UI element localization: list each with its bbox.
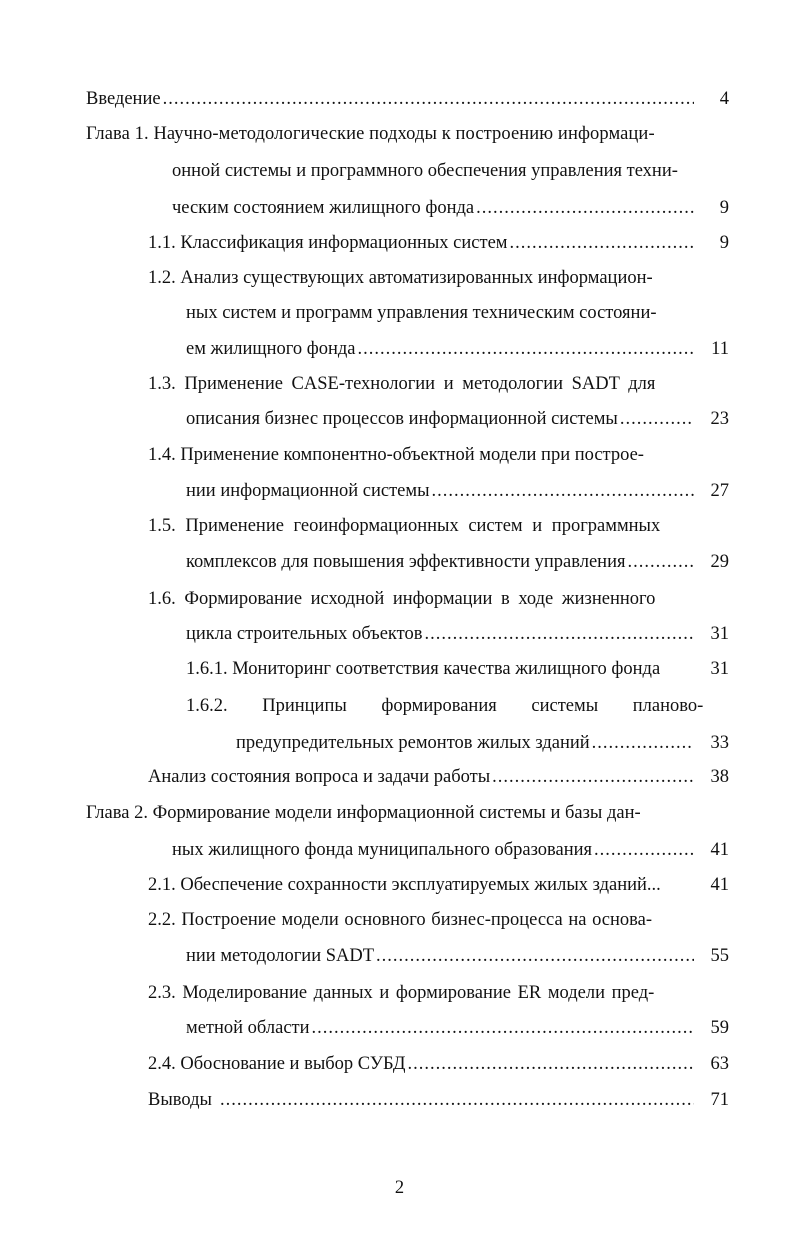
toc-entry-title: ем жилищного фонда — [186, 339, 356, 359]
toc-page-number: 41 — [710, 840, 729, 860]
toc-entry-analysis — [0, 765, 799, 789]
toc-page-number: 55 — [710, 946, 729, 966]
leader-dots — [312, 1016, 694, 1040]
toc-page-number: 38 — [710, 767, 729, 787]
toc-page-number: 59 — [710, 1018, 729, 1038]
toc-page-number: 33 — [710, 733, 729, 753]
leader-dots — [432, 479, 694, 503]
toc-entry-2-3 — [0, 1016, 799, 1040]
toc-entry-title: Анализ состояния вопроса и задачи работы — [148, 767, 491, 787]
toc-entry-2-2 — [0, 944, 799, 968]
toc-entry-1-6-2-line-1: 1.6.2. Принципы формирования системы планово- — [186, 696, 704, 716]
toc-entry-1-6-line-1: 1.6. Формирование исходной информации в ходе жизненного — [148, 589, 656, 609]
toc-entry-1-3 — [0, 407, 799, 431]
toc-entry-1-5 — [0, 550, 799, 574]
toc-entry-1-2-line-1: 1.2. Анализ существующих автоматизированных информацион- — [148, 268, 653, 288]
toc-entry-chapter-1 — [0, 196, 799, 220]
leader-dots — [592, 731, 694, 755]
toc-page-number: 9 — [719, 233, 729, 253]
page-number: 2 — [394, 1178, 405, 1198]
toc-entry-introduction — [0, 87, 799, 111]
toc-entry-2-2-line-1: 2.2. Построение модели основного бизнес-процесса на основа- — [148, 910, 653, 930]
toc-entry-title: описания бизнес процессов информационной системы — [186, 409, 618, 429]
toc-page-number: 9 — [719, 198, 729, 218]
toc-entry-1-6-1 — [0, 657, 799, 681]
toc-entry-title: 2.1. Обеспечение сохранности эксплуатируемых жилых зданий... — [148, 875, 661, 895]
toc-page-number: 23 — [710, 409, 729, 429]
leader-dots — [425, 622, 695, 646]
leader-dots — [628, 550, 695, 574]
leader-dots — [408, 1052, 694, 1076]
leader-dots — [376, 944, 694, 968]
toc-page-number: 41 — [710, 875, 729, 895]
toc-page-number: 29 — [710, 552, 729, 572]
toc-chapter-2-line-1: Глава 2. Формирование модели информационной системы и базы дан- — [86, 803, 641, 823]
toc-entry-title: метной области — [186, 1018, 310, 1038]
toc-chapter-1-line-2: онной системы и программного обеспечения управления техни- — [172, 161, 678, 181]
toc-entry-1-2 — [0, 337, 799, 361]
leader-dots — [620, 407, 694, 431]
leader-dots — [358, 337, 694, 361]
toc-entry-1-3-line-1: 1.3. Применение CASE-технологии и методологии SADT для — [148, 374, 656, 394]
leader-dots — [220, 1088, 694, 1112]
toc-page-number: 31 — [710, 624, 729, 644]
toc-entry-conclusions — [0, 1088, 799, 1112]
toc-chapter-1-line-1: Глава 1. Научно-методологические подходы к построению информаци- — [86, 124, 655, 144]
toc-page-number: 4 — [719, 89, 729, 109]
toc-entry-1-6-2 — [0, 731, 799, 755]
toc-page-number: 31 — [710, 659, 729, 679]
toc-entry-title: комплексов для повышения эффективности управления — [186, 552, 626, 572]
toc-entry-title: Введение — [86, 89, 161, 109]
toc-entry-title: нии информационной системы — [186, 481, 430, 501]
toc-entry-1-5-line-1: 1.5. Применение геоинформационных систем и программных — [148, 516, 661, 536]
toc-entry-title: цикла строительных объектов — [186, 624, 423, 644]
leader-dots — [163, 87, 694, 111]
toc-page-number: 11 — [711, 339, 729, 359]
toc-entry-2-1 — [0, 873, 799, 897]
toc-entry-title: предупредительных ремонтов жилых зданий — [236, 733, 590, 753]
toc-entry-chapter-2 — [0, 838, 799, 862]
toc-entry-2-3-line-1: 2.3. Моделирование данных и формирование ER модели пред- — [148, 983, 655, 1003]
toc-entry-title: 1.6.1. Мониторинг соответствия качества жилищного фонда — [186, 659, 661, 679]
toc-entry-title: ческим состоянием жилищного фонда — [172, 198, 475, 218]
leader-dots — [594, 838, 694, 862]
toc-entry-1-2-line-2: ных систем и программ управления техническим состояни- — [186, 303, 657, 323]
toc-page-number: 71 — [710, 1090, 729, 1110]
leader-dots — [476, 196, 694, 220]
toc-entry-1-6 — [0, 622, 799, 646]
toc-entry-2-4 — [0, 1052, 799, 1076]
leader-dots — [492, 765, 694, 789]
toc-entry-1-1 — [0, 231, 799, 255]
toc-entry-title: Выводы — [148, 1090, 212, 1110]
toc-page-number: 63 — [710, 1054, 729, 1074]
toc-entry-title: ных жилищного фонда муниципального образования — [172, 840, 593, 860]
toc-entry-1-4 — [0, 479, 799, 503]
toc-entry-title: 1.1. Классификация информационных систем — [148, 233, 508, 253]
toc-entry-title: 2.4. Обоснование и выбор СУБД — [148, 1054, 406, 1074]
leader-dots — [510, 231, 694, 255]
toc-entry-title: нии методологии SADT — [186, 946, 375, 966]
toc-page-number: 27 — [710, 481, 729, 501]
toc-entry-1-4-line-1: 1.4. Применение компонентно-объектной модели при построе- — [148, 445, 644, 465]
